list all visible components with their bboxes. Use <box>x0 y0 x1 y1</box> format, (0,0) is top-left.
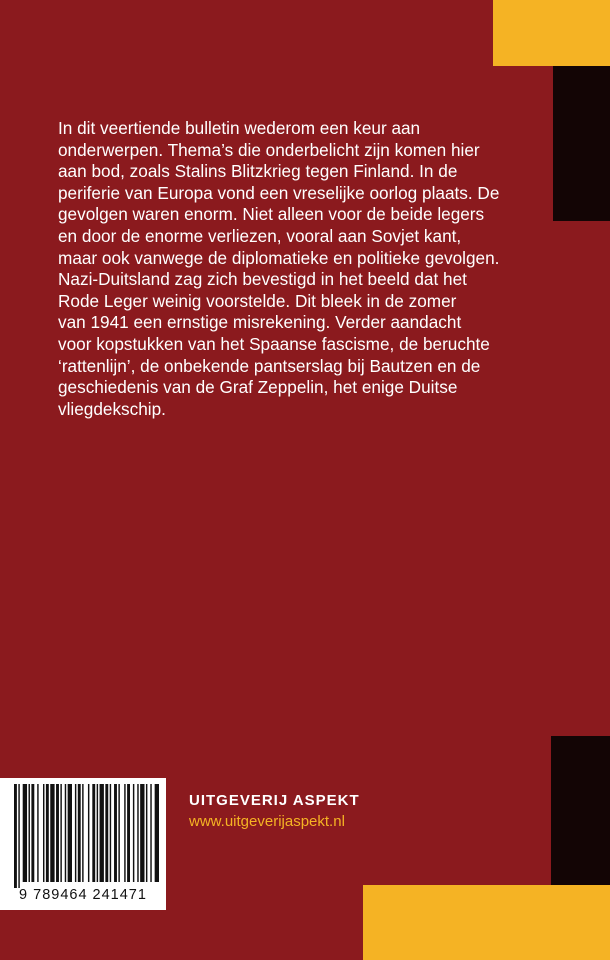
barcode-bar <box>18 784 19 888</box>
barcode-bar <box>68 784 72 882</box>
isbn-number: 9 789464 241471 <box>19 887 147 903</box>
barcode-bar <box>50 784 54 882</box>
barcode-bar <box>118 784 119 882</box>
blurb-line: en door de enorme verliezen, vooral aan Sovjet kant, <box>58 225 462 246</box>
barcode-bar <box>97 784 98 882</box>
barcode-bar <box>78 784 81 882</box>
blurb-line: Rode Leger weinig voorstelde. Dit bleek in de zomer <box>58 290 457 311</box>
barcode-icon <box>0 778 166 888</box>
barcode-bar <box>29 784 30 882</box>
publisher-url[interactable]: www.uitgeverijaspekt.nl <box>189 813 345 830</box>
barcode-bar <box>88 784 89 882</box>
barcode-bar <box>75 784 76 882</box>
blurb-line: maar ook vanwege de diplomatieke en politieke gevolgen. <box>58 247 500 268</box>
barcode-bar <box>65 784 66 882</box>
blurb-line: aan bod, zoals Stalins Blitzkrieg tegen Finland. In de <box>58 161 458 182</box>
blurb-line: gevolgen waren enorm. Niet alleen voor de beide legers <box>58 204 485 225</box>
bottom-right-dark-block <box>551 736 610 885</box>
barcode-bar <box>14 784 17 888</box>
blurb-line: ‘rattenlijn’, de onbekende pantserslag bij Bautzen en de <box>58 355 481 376</box>
barcode-bar <box>37 784 38 882</box>
top-right-dark-block <box>553 66 610 221</box>
barcode-bar <box>137 784 138 882</box>
top-right-yellow-block <box>493 0 610 66</box>
barcode-bar <box>140 784 144 882</box>
barcode-bar <box>114 784 117 882</box>
barcode-bar <box>31 784 34 882</box>
barcode-bar <box>23 784 27 882</box>
barcode-bar <box>110 784 111 882</box>
blurb-line: van 1941 een ernstige misrekening. Verder aandacht <box>58 312 462 333</box>
barcode-bar <box>124 784 125 882</box>
barcode-bar <box>133 784 134 882</box>
barcode-bar <box>127 784 130 882</box>
blurb-line: Nazi-Duitsland zag zich bevestigd in het beeld dat het <box>58 269 467 290</box>
blurb-line: voor kopstukken van het Spaanse fascisme, de beruchte <box>58 333 490 354</box>
barcode-bar <box>92 784 95 882</box>
barcode-bar <box>43 784 44 882</box>
blurb-line: vliegdekschip. <box>58 398 166 419</box>
blurb-line: periferie van Europa vond een vreselijke oorlog plaats. De <box>58 182 500 203</box>
blurb-text <box>58 118 548 420</box>
blurb-line: In dit veertiende bulletin wederom een keur aan <box>58 118 421 138</box>
blurb-line: geschiedenis van de Graf Zeppelin, het enige Duitse <box>58 377 458 398</box>
publisher-name: UITGEVERIJ ASPEKT <box>189 792 360 809</box>
barcode-bar <box>56 784 59 882</box>
barcode-bar <box>146 784 147 882</box>
barcode-bar <box>82 784 83 882</box>
barcode-bar <box>105 784 108 882</box>
barcode-bar <box>100 784 104 882</box>
blurb-line: onderwerpen. Thema’s die onderbelicht zijn komen hier <box>58 139 480 160</box>
barcode-bar <box>60 784 61 882</box>
barcode-bar <box>46 784 49 882</box>
barcode-bar <box>155 784 159 882</box>
barcode-bar <box>150 784 151 882</box>
bottom-right-yellow-block <box>363 885 610 960</box>
